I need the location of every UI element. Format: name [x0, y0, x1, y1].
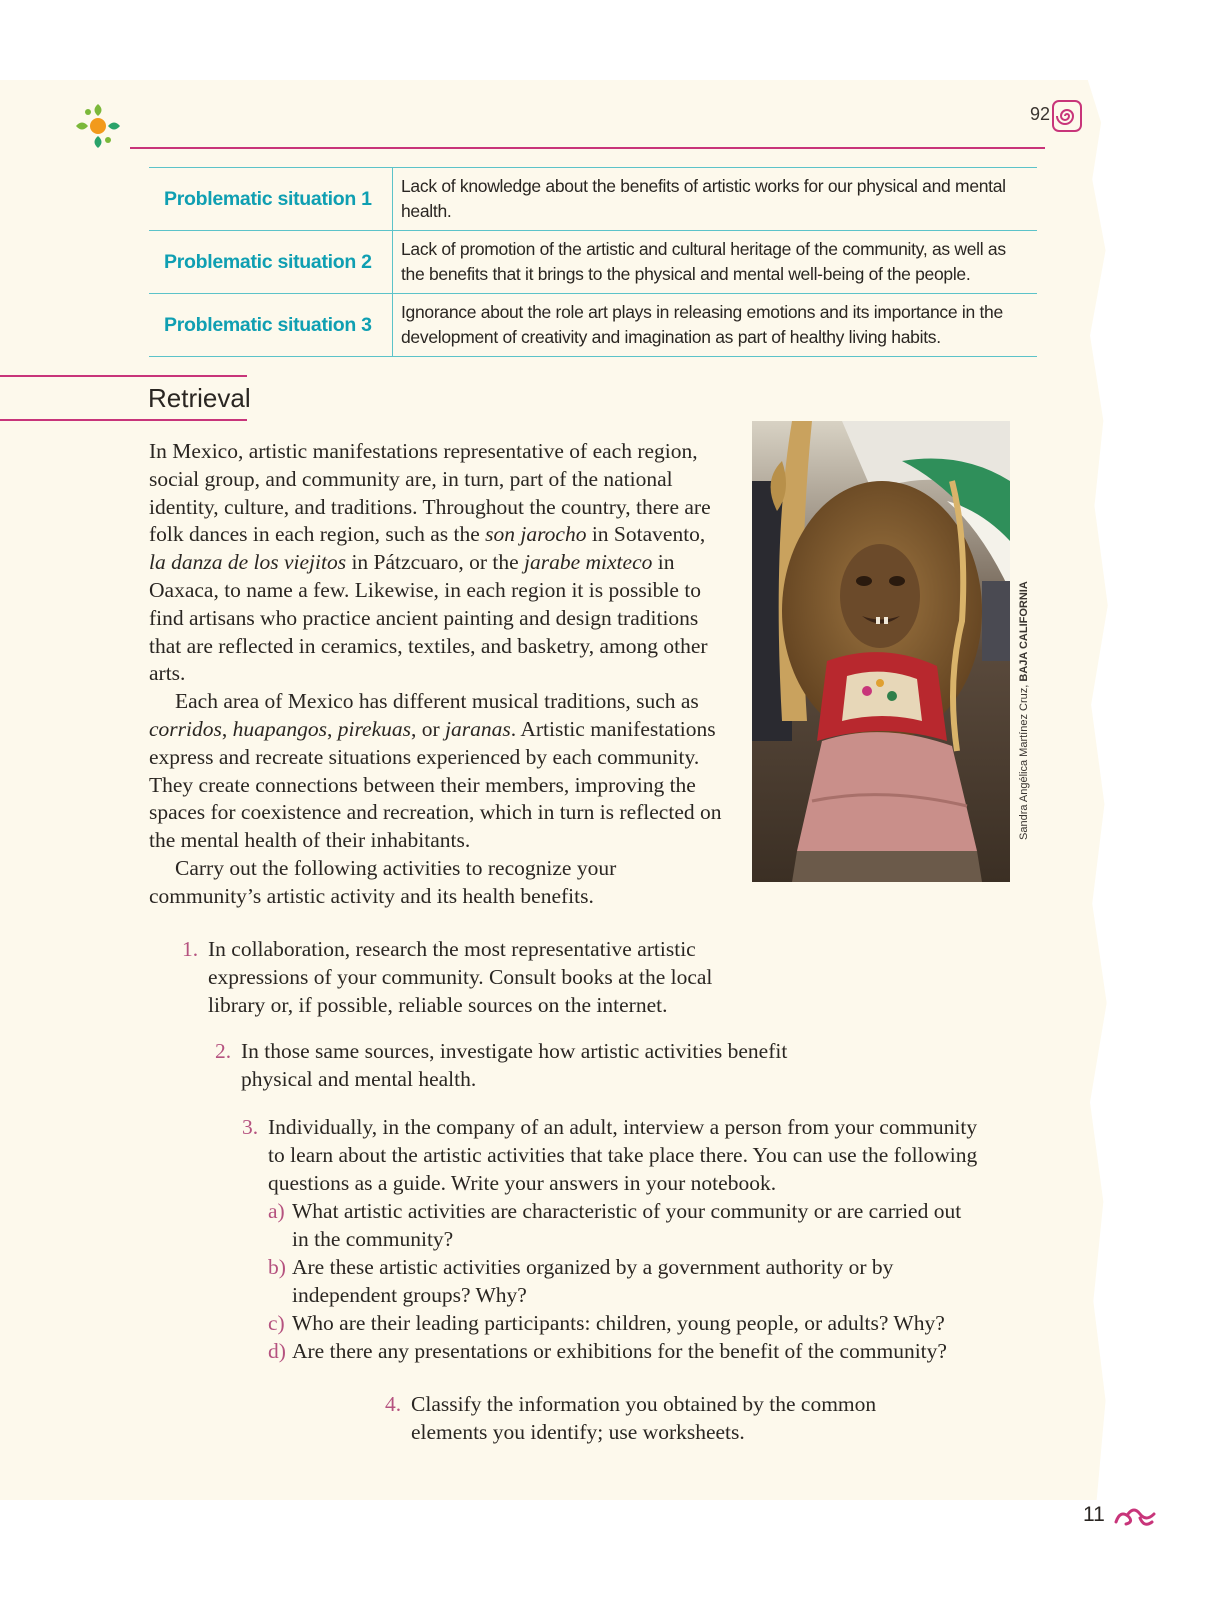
list-item: 3. Individually, in the company of an adult, interview a person from your community to learn about the artistic activities that take place there. You can use the following questions as a guide. Write your answers in your notebook. a) What artistic activities are characteristic of your community or are carried out in the community? b) Are these artistic activities organized by a government authority or by independent groups? Why? c) Who are their leading participants: children, young people, or adults? Why? d) Are there any presentations or exhibitions for the benefit of the community? [242, 1113, 982, 1365]
sub-item: d) Are there any presentations or exhibitions for the benefit of the community? [268, 1339, 947, 1363]
table-row [149, 168, 1037, 231]
swirl-ornament-icon [1112, 1504, 1158, 1532]
situation-label: Problematic situation 1 [149, 168, 393, 231]
sub-item: c) Who are their leading participants: children, young people, or adults? Why? [268, 1311, 945, 1335]
situation-text: Ignorance about the role art plays in releasing emotions and its importance in the development of creativity and imagination as part of healthy living habits. [393, 294, 1038, 357]
section-rule-top [0, 375, 247, 377]
paragraph: Each area of Mexico has different musical traditions, such as corridos, huapangos, pirekuas, or jaranas. Artistic manifestations express and recreate situations experienced by each community. They create connections between their members, improving the spaces for coexistence and recreation, which in turn is reflected on the mental health of their inhabitants. [149, 689, 722, 853]
sub-item: a) What artistic activities are characteristic of your community or are carried out in the community? [268, 1199, 962, 1251]
body-text [149, 438, 724, 911]
table-row [149, 231, 1037, 294]
situation-label: Problematic situation 2 [149, 231, 393, 294]
photo-credit: Sandra Angélica Martínez Cruz, BAJA CALIFORNIA [1018, 581, 1030, 840]
list-item: 1. In collaboration, research the most representative artistic expressions of your community. Consult books at the local library or, if possible, reliable sources on the internet. [182, 937, 713, 1017]
section-title: Retrieval [148, 383, 251, 413]
paragraph: In Mexico, artistic manifestations representative of each region, social group, and community are, in turn, part of the national identity, culture, and traditions. Throughout the country, there are folk dances in each region, such as the son jarocho in Sotavento, la danza de los viejitos in Pátzcuaro, or the jarabe mixteco in Oaxaca, to name a few. Likewise, in each region it is possible to find artisans who practice ancient painting and design traditions that are reflected in ceramics, textiles, and basketry, among other arts. [149, 439, 711, 686]
table-row [149, 294, 1037, 357]
paragraph: Carry out the following activities to recognize your community’s artistic activity and its health benefits. [149, 855, 617, 908]
page-number-top: 92 [1030, 104, 1051, 124]
problematic-situations-table [149, 167, 1037, 357]
flower-ornament-icon [72, 100, 124, 152]
spiral-ornament-icon [1052, 100, 1082, 132]
masked-dancer-photo [752, 421, 1010, 882]
header-rule [130, 147, 1045, 149]
sub-item: b) Are these artistic activities organized by a government authority or by independent groups? Why? [268, 1255, 894, 1307]
list-item: 2. In those same sources, investigate how artistic activities benefit physical and mental health. [215, 1039, 788, 1091]
section-rule-bottom [0, 419, 247, 421]
list-item: 4. Classify the information you obtained by the common elements you identify; use worksheets. [385, 1392, 877, 1444]
situation-text: Lack of promotion of the artistic and cultural heritage of the community, as well as the benefits that it brings to the physical and mental well-being of the people. [393, 231, 1038, 294]
situation-label: Problematic situation 3 [149, 294, 393, 357]
situation-text: Lack of knowledge about the benefits of artistic works for our physical and mental health. [393, 168, 1038, 231]
page-number-bottom: 11 [1083, 1503, 1105, 1526]
